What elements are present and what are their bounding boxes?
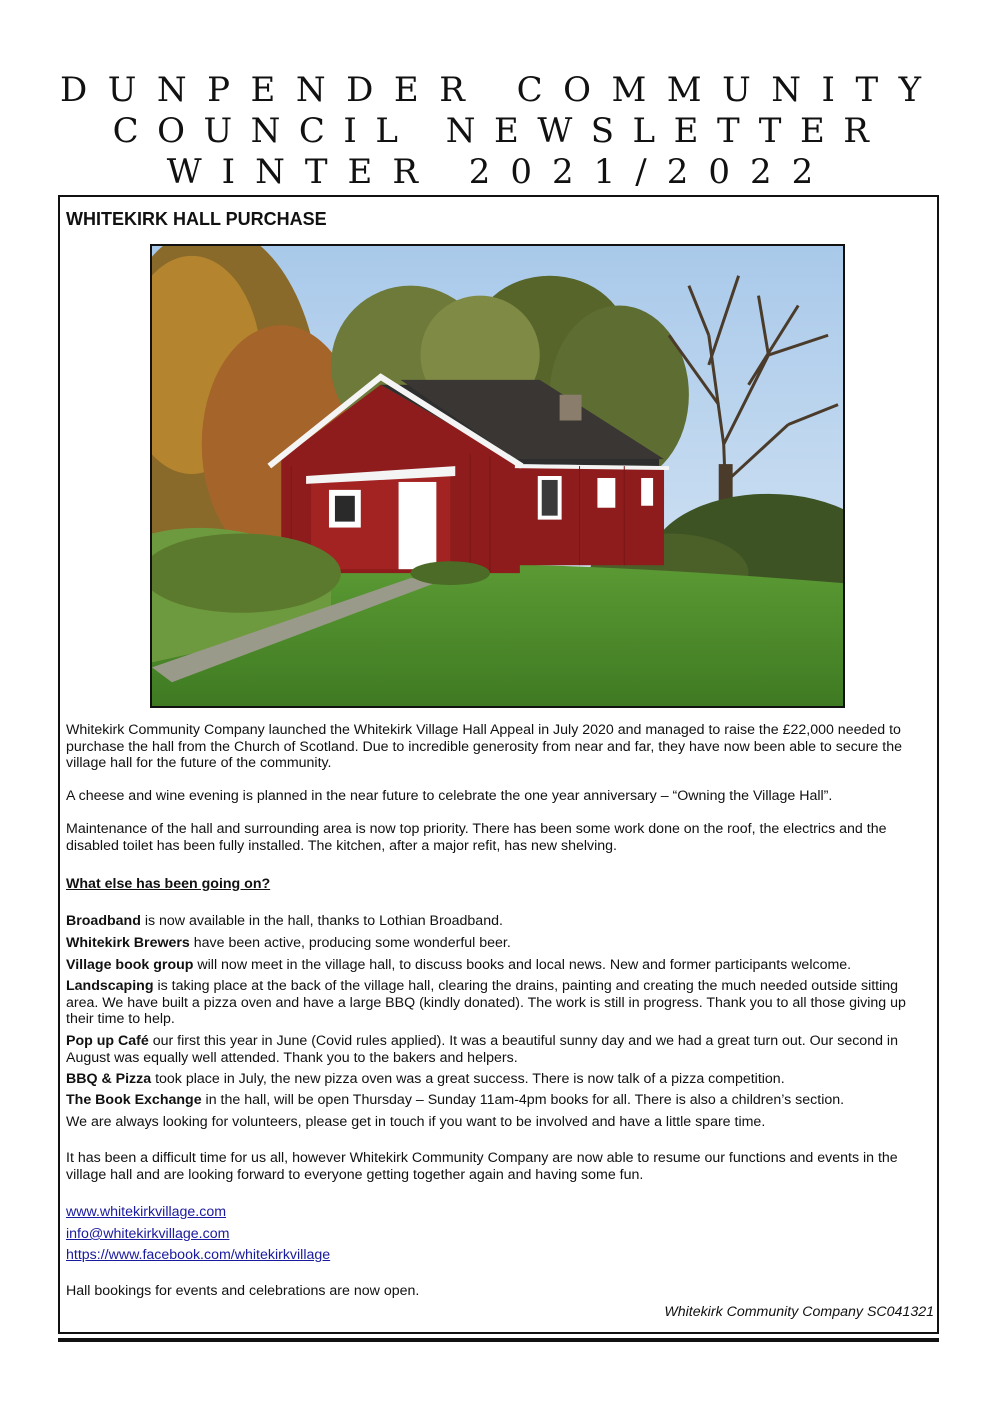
company-credit: Whitekirk Community Company SC041321 <box>664 1304 934 1320</box>
item-lead: Village book group <box>66 957 194 973</box>
facebook-link[interactable]: https://www.facebook.com/whitekirkvillage <box>66 1247 331 1263</box>
masthead-line-1: DUNPENDER COMMUNITY <box>60 70 942 110</box>
item-lead: The Book Exchange <box>66 1092 202 1108</box>
link-container <box>66 1204 932 1221</box>
email-link[interactable]: info@whitekirkvillage.com <box>66 1226 230 1242</box>
bottom-divider <box>58 1338 939 1342</box>
item-lead: Pop up Café <box>66 1033 149 1049</box>
item-text: took place in July, the new pizza oven was a great success. There is now talk of a pizza competition. <box>151 1071 785 1087</box>
what-else-subheading: What else has been going on? <box>66 876 271 892</box>
link-container <box>66 1226 932 1243</box>
list-item <box>66 1092 932 1109</box>
cheese-wine-paragraph: A cheese and wine evening is planned in the near future to celebrate the one year anniversary – “Owning the Village Hall”. <box>66 788 833 804</box>
volunteers-paragraph: We are always looking for volunteers, please get in touch if you want to be involved and have a little spare time. <box>66 1114 766 1130</box>
item-text: in the hall, will be open Thursday – Sunday 11am-4pm books for all. There is also a children’s section. <box>201 1092 845 1108</box>
list-item <box>66 1033 932 1066</box>
appeal-paragraph: Whitekirk Community Company launched the Whitekirk Village Hall Appeal in July 2020 and managed to raise the £22,000 needed to purchase the hall from the Church of Scotland. Due to incredible generosity from near and far, they have now been able to secure the village hall for the future of the community. <box>66 722 902 772</box>
item-lead: Whitekirk Brewers <box>66 935 190 951</box>
item-text: will now meet in the village hall, to discuss books and local news. New and former participants welcome. <box>193 957 852 973</box>
website-link[interactable]: www.whitekirkvillage.com <box>66 1204 227 1220</box>
link-container <box>66 1247 932 1264</box>
masthead-line-2: COUNCIL NEWSLETTER <box>112 111 888 151</box>
list-item <box>66 957 932 974</box>
maintenance-paragraph: Maintenance of the hall and surrounding area is now top priority. There has been some work done on the roof, the electrics and the disabled toilet has been fully installed. The kitchen, after a major refit, has new shelving. <box>66 821 887 854</box>
item-lead: Landscaping <box>66 978 154 994</box>
item-lead: Broadband <box>66 913 141 929</box>
masthead <box>60 70 940 193</box>
bookings-paragraph: Hall bookings for events and celebrations are now open. <box>66 1283 420 1299</box>
section-title: WHITEKIRK HALL PURCHASE <box>66 209 327 229</box>
list-item <box>66 1071 932 1088</box>
item-text: is now available in the hall, thanks to Lothian Broadband. <box>140 913 503 929</box>
photo-icon <box>152 246 843 706</box>
list-item <box>66 978 932 1028</box>
item-lead: BBQ & Pizza <box>66 1071 152 1087</box>
item-text: have been active, producing some wonderful beer. <box>189 935 511 951</box>
list-item <box>66 913 932 930</box>
list-item <box>66 935 932 952</box>
masthead-line-3: WINTER 2021/2022 <box>166 152 834 192</box>
item-text: is taking place at the back of the village hall, clearing the drains, painting and creating the much needed outside sitting area. We have built a pizza oven and have a large BBQ (kindly donated). The work is still in progress. Thank you to all those giving up their time to help. <box>66 978 906 1028</box>
item-text: our first this year in June (Covid rules applied). It was a beautiful sunny day and we had a great turn out. Our second in August was equally well attended. Thank you to the bakers and helpers. <box>66 1033 898 1066</box>
closing-paragraph: It has been a difficult time for us all, however Whitekirk Community Company are now able to resume our functions and events in the village hall and are looking forward to everyone getting together again and having some fun. <box>66 1150 898 1183</box>
village-hall-photo <box>150 244 845 708</box>
